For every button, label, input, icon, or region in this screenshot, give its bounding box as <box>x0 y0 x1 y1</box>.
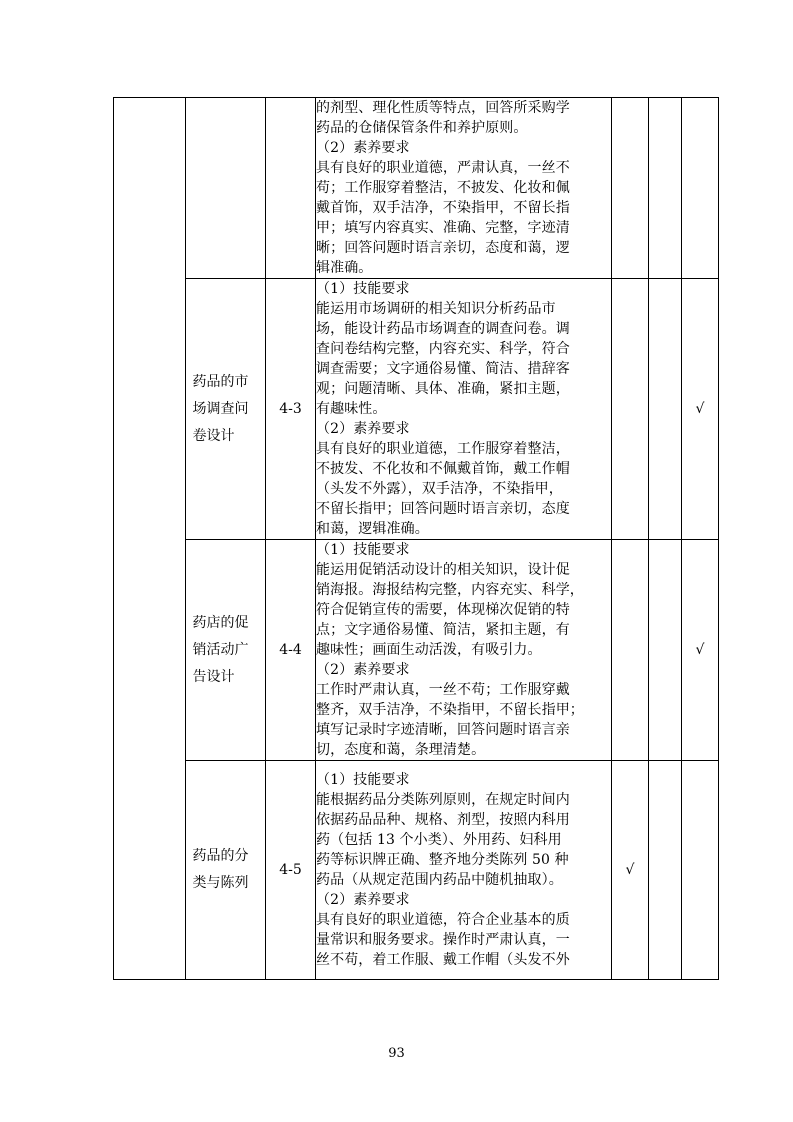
requirement-line: 具有良好的职业道德，严肃认真，一丝不 <box>316 160 570 176</box>
item-name-cell: 药店的促销活动广告设计 <box>186 540 266 761</box>
requirements-cell <box>316 279 612 540</box>
requirement-line: （2）素养要求 <box>316 662 410 678</box>
requirement-line: 场，能设计药品市场调查的调查问卷。调 <box>316 321 570 337</box>
item-name-cell: 药品的分类与陈列 <box>186 761 266 980</box>
item-name-cell: 药品的市场调查问卷设计 <box>186 279 266 540</box>
page-number: 93 <box>388 1046 405 1061</box>
item-code-cell <box>266 98 316 279</box>
requirement-line: 晰；回答问题时语言亲切，态度和蔼，逻 <box>316 240 570 256</box>
item-code-cell: 4-4 <box>266 540 316 761</box>
requirement-line: （1）技能要求 <box>316 772 410 788</box>
check-mark <box>612 540 649 761</box>
requirement-line: 切，态度和蔼，条理清楚。 <box>316 742 486 758</box>
requirement-line: 点；文字通俗易懂、简洁，紧扣主题，有 <box>316 622 570 638</box>
requirements-table <box>113 97 719 980</box>
check-mark: √ <box>682 540 719 761</box>
requirement-line: （头发不外露），双手洁净，不染指甲， <box>316 481 563 497</box>
requirement-line: 查问卷结构完整，内容充实、科学，符合 <box>316 341 570 357</box>
item-code-cell: 4-3 <box>266 279 316 540</box>
requirement-line: 量常识和服务要求。操作时严肃认真，一 <box>316 932 570 948</box>
requirement-line: 苟；工作服穿着整洁，不披发、化妆和佩 <box>316 180 570 196</box>
empty-cell <box>649 279 682 540</box>
check-mark <box>612 98 649 279</box>
requirement-line: 和蔼，逻辑准确。 <box>316 521 429 537</box>
requirements-cell <box>316 98 612 279</box>
requirement-line: 药等标识牌正确、整齐地分类陈列 50 种 <box>316 852 569 868</box>
empty-cell <box>649 761 682 980</box>
requirement-line: 药品的仓储保管条件和养护原则。 <box>316 120 528 136</box>
check-mark: √ <box>612 761 649 980</box>
requirement-line: 的剂型、理化性质等特点，回答所采购学 <box>316 100 570 116</box>
table-row <box>114 98 719 279</box>
requirement-line: 趣味性；画面生动活泼，有吸引力。 <box>316 642 542 658</box>
requirement-line: 不留长指甲；回答问题时语言亲切，态度 <box>316 501 570 517</box>
requirement-line: 具有良好的职业道德，符合企业基本的质 <box>316 912 570 928</box>
requirement-line: 符合促销宣传的需要，体现梯次促销的特 <box>316 602 570 618</box>
requirement-line: 依据药品品种、规格、剂型，按照内科用 <box>316 812 570 828</box>
check-mark <box>682 761 719 980</box>
check-mark: √ <box>682 279 719 540</box>
empty-cell <box>649 98 682 279</box>
requirements-cell <box>316 540 612 761</box>
requirement-line: 甲；填写内容真实、准确、完整，字迹清 <box>316 220 570 236</box>
requirement-line: （2）素养要求 <box>316 421 410 437</box>
requirement-line: 销海报。海报结构完整，内容充实、科学， <box>316 582 584 598</box>
requirement-line: 药品（从规定范围内药品中随机抽取）。 <box>316 872 563 888</box>
requirement-line: 工作时严肃认真，一丝不苟；工作服穿戴 <box>316 682 570 698</box>
requirement-line: （2）素养要求 <box>316 140 410 156</box>
table-row <box>114 279 719 540</box>
requirement-line: 观；问题清晰、具体、准确，紧扣主题， <box>316 381 570 397</box>
requirement-line: 能根据药品分类陈列原则，在规定时间内 <box>316 792 570 808</box>
requirement-line: 能运用市场调研的相关知识分析药品市 <box>316 301 556 317</box>
requirement-line: 辑准确。 <box>316 260 373 276</box>
requirement-line: 丝不苟，着工作服、戴工作帽（头发不外 <box>316 952 570 968</box>
requirement-line: （2）素养要求 <box>316 892 410 908</box>
requirement-line: （1）技能要求 <box>316 542 410 558</box>
requirement-line: 能运用促销活动设计的相关知识，设计促 <box>316 562 570 578</box>
requirement-line: 填写记录时字迹清晰，回答问题时语言亲 <box>316 722 570 738</box>
requirement-line: 具有良好的职业道德，工作服穿着整洁， <box>316 441 570 457</box>
requirement-line: 不披发、不化妆和不佩戴首饰，戴工作帽 <box>316 461 570 477</box>
requirement-line: 有趣味性。 <box>316 401 387 417</box>
empty-cell <box>649 540 682 761</box>
requirement-line: 戴首饰，双手洁净，不染指甲，不留长指 <box>316 200 570 216</box>
requirements-cell <box>316 761 612 980</box>
table-row <box>114 761 719 980</box>
table-row <box>114 540 719 761</box>
item-name-cell <box>186 98 266 279</box>
module-cell <box>114 98 186 980</box>
check-mark <box>612 279 649 540</box>
check-mark <box>682 98 719 279</box>
requirement-line: 调查需要；文字通俗易懂、简洁、措辞客 <box>316 361 570 377</box>
item-code-cell: 4-5 <box>266 761 316 980</box>
requirement-line: 药（包括 13 个小类）、外用药、妇科用 <box>316 832 562 848</box>
requirement-line: 整齐，双手洁净，不染指甲，不留长指甲； <box>316 702 584 718</box>
requirement-line: （1）技能要求 <box>316 281 410 297</box>
